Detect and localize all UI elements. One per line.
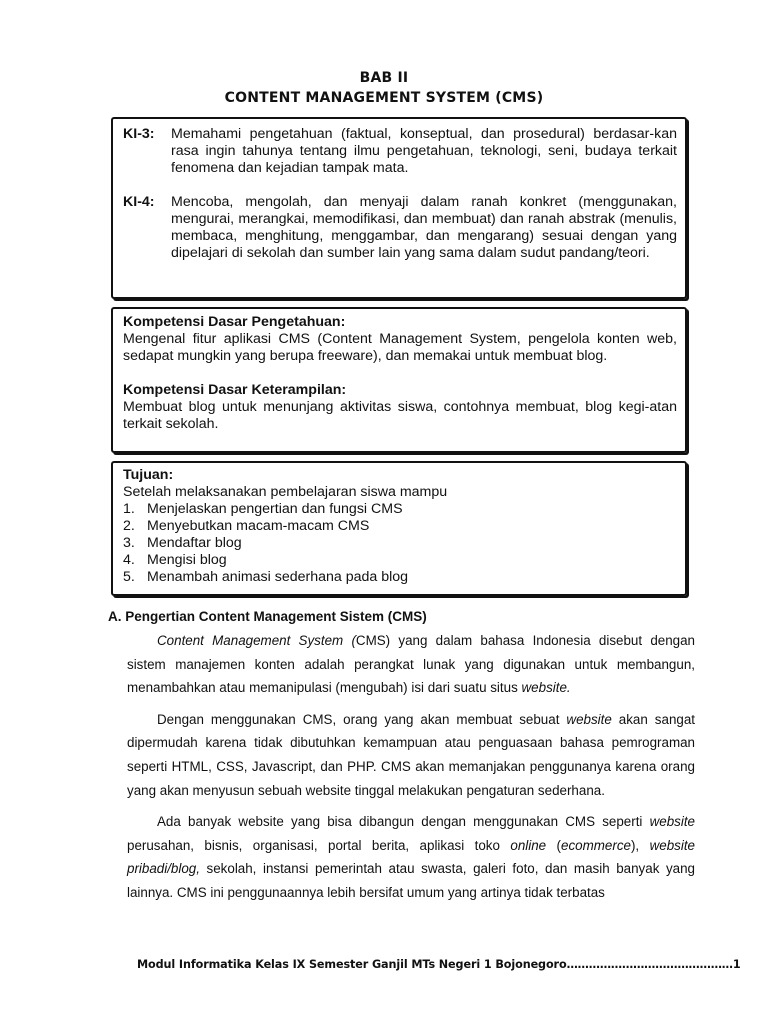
chapter-title: CONTENT MANAGEMENT SYSTEM (CMS) xyxy=(224,90,544,106)
list-number: 1. xyxy=(123,501,135,517)
list-number: 5. xyxy=(123,569,135,585)
ki-3-label: KI-3: xyxy=(123,126,155,142)
kd-pengetahuan-heading: Kompetensi Dasar Pengetahuan: xyxy=(123,314,346,330)
list-item xyxy=(123,535,677,552)
ki-4-label: KI-4: xyxy=(123,194,155,210)
list-item xyxy=(123,518,677,535)
kd-pengetahuan-text: Mengenal fitur aplikasi CMS (Content Management System, pengelola konten web, sedapat mungkin yang berupa freeware), dan memakai untuk membuat blog. xyxy=(123,331,677,364)
list-number: 3. xyxy=(123,535,135,551)
ki-4-row xyxy=(123,194,677,262)
chapter-number: BAB II xyxy=(359,70,409,86)
list-item xyxy=(123,501,677,518)
kompetensi-dasar-box xyxy=(111,307,687,453)
list-text: Menyebutkan macam-macam CMS xyxy=(147,518,370,534)
ki-3-text: Memahami pengetahuan (faktual, konseptual, dan prosedural) berdasar-kan rasa ingin tahunya tentang ilmu pengetahuan, teknologi, seni, budaya terkait fenomena dan kejadian tampak mata. xyxy=(171,126,677,176)
kd-keterampilan-text: Membuat blog untuk menunjang aktivitas siswa, contohnya membuat, blog kegi-atan terkait sekolah. xyxy=(123,399,677,432)
page-footer xyxy=(137,958,741,971)
list-number: 2. xyxy=(123,518,135,534)
footer-dots: ……………………………………… xyxy=(566,958,733,971)
section-a-heading: A. Pengertian Content Management Sistem (CMS) xyxy=(108,609,427,624)
page-number: 1 xyxy=(732,958,741,971)
footer-text: Modul Informatika Kelas IX Semester Ganjil MTs Negeri 1 Bojonegoro xyxy=(137,958,567,971)
list-text: Menambah animasi sederhana pada blog xyxy=(147,569,409,585)
tujuan-list xyxy=(123,501,677,586)
list-text: Mendaftar blog xyxy=(147,535,242,551)
title-block xyxy=(0,68,768,108)
section-a-body xyxy=(127,629,695,913)
ki-3-row xyxy=(123,126,677,177)
list-text: Mengisi blog xyxy=(147,552,227,568)
kd-keterampilan-heading: Kompetensi Dasar Keterampilan: xyxy=(123,382,347,398)
list-text: Menjelaskan pengertian dan fungsi CMS xyxy=(147,501,403,517)
paragraph-2: Dengan menggunakan CMS, orang yang akan membuat sebuat website akan sangat dipermudah karena tidak dibutuhkan kemampuan atau penguasaan bahasa pemrograman seperti HTML, CSS, Javascript, dan PHP. CMS akan memanjakan penggunanya karena orang yang akan menyusun sebuah website tinggal melakukan pengaturan sederhana. xyxy=(127,711,696,798)
paragraph-1: Content Management System (CMS) yang dalam bahasa Indonesia disebut dengan sistem manajemen konten adalah perangkat lunak yang digunakan untuk membangun, menambahkan atau memanipulasi (mengubah) isi dari suatu situs website. xyxy=(127,633,696,696)
list-number: 4. xyxy=(123,552,135,568)
ki-4-text: Mencoba, mengolah, dan menyaji dalam ranah konkret (menggunakan, mengurai, merangkai, memodifikasi, dan membuat) dan ranah abstrak (menulis, membaca, menghitung, menggambar, dan mengarang) sesuai dengan yang dipelajari di sekolah dan sumber lain yang sama dalam sudut pandang/teori. xyxy=(171,194,677,261)
list-item xyxy=(123,569,677,586)
kompetensi-inti-box xyxy=(111,117,687,299)
tujuan-heading: Tujuan: xyxy=(123,467,174,483)
tujuan-box xyxy=(111,461,687,596)
paragraph-3: Ada banyak website yang bisa dibangun dengan menggunakan CMS seperti website perusahan, bisnis, organisasi, portal berita, aplikasi toko online (ecommerce), website pribadi/blog, sekolah, instansi pemerintah atau swasta, galeri foto, dan masih banyak yang lainnya. CMS ini penggunaannya lebih bersifat umum yang artinya tidak terbatas xyxy=(127,814,695,900)
tujuan-intro: Setelah melaksanakan pembelajaran siswa mampu xyxy=(123,484,448,500)
list-item xyxy=(123,552,677,569)
